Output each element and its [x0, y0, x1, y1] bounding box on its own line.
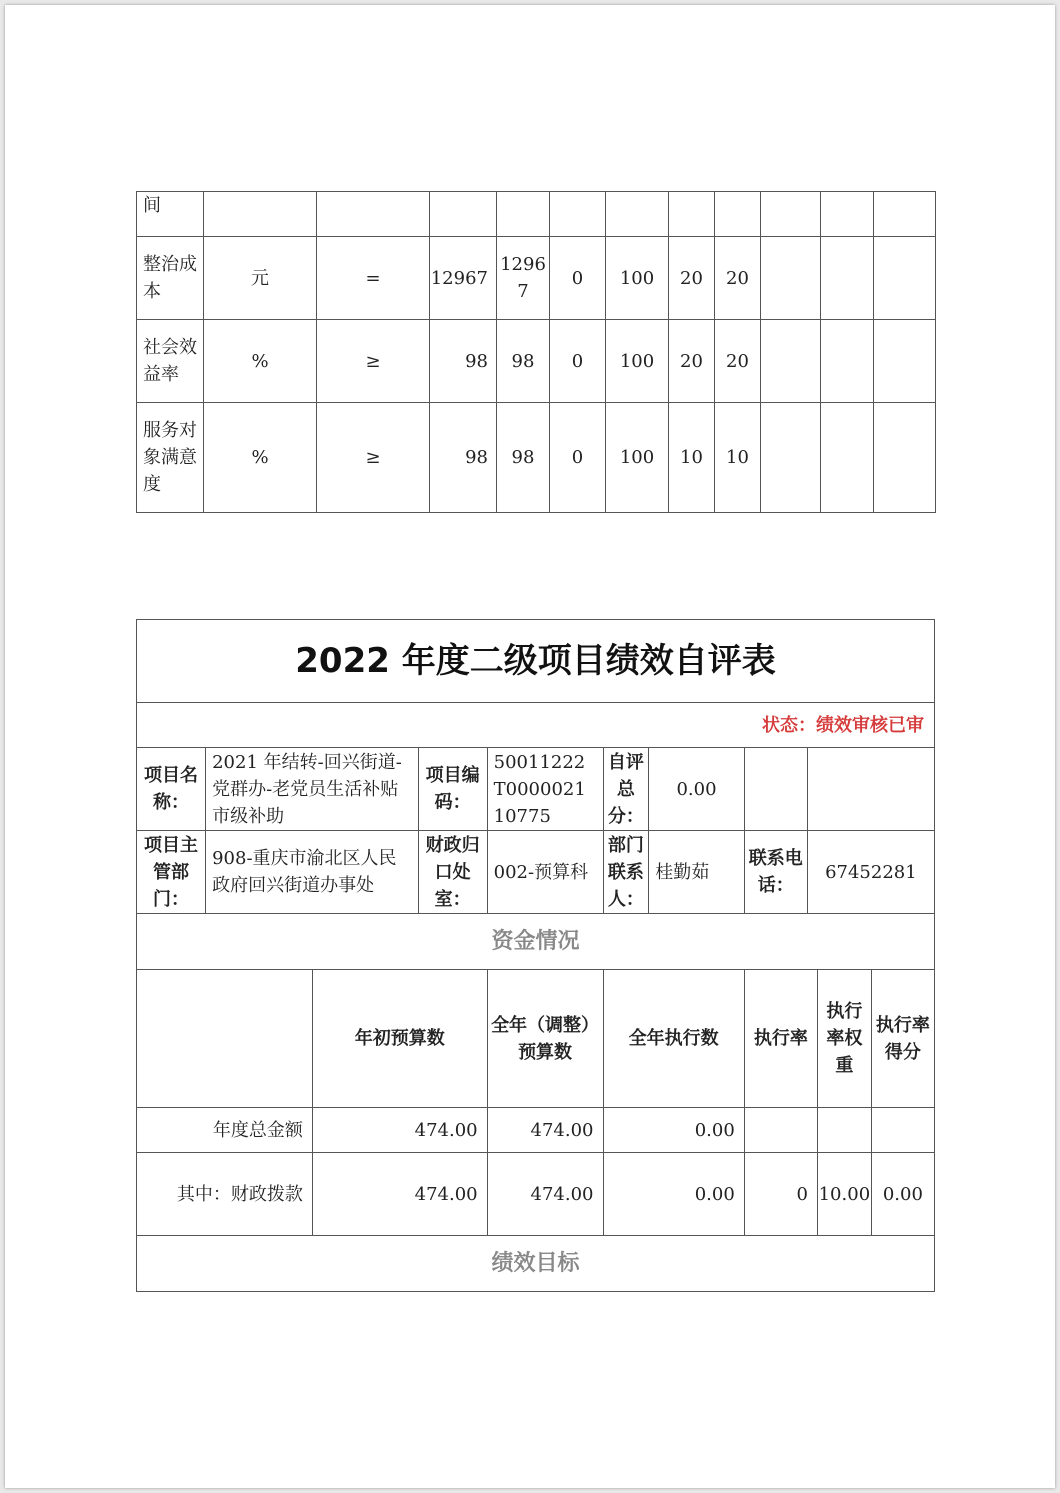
- phone-number: 67452281: [807, 831, 934, 914]
- column-header: 全年（调整）预算数: [487, 970, 603, 1108]
- table-row: [137, 748, 935, 831]
- table-row: [137, 1236, 935, 1292]
- table-row: [137, 703, 935, 748]
- finance-office: 002-预算科: [487, 831, 603, 914]
- adjusted-budget: 474.00: [487, 1153, 603, 1236]
- funds-section-heading: 资金情况: [137, 914, 935, 970]
- project-name-label: 项目名称：: [137, 748, 206, 831]
- indicator-deviation: 0: [550, 320, 606, 403]
- execution-weight: [817, 1108, 871, 1153]
- funds-row-label: 年度总金额: [137, 1108, 313, 1153]
- indicator-score: 10: [715, 403, 761, 513]
- indicator-operator: ≥: [317, 403, 430, 513]
- indicator-weight: 100: [606, 403, 669, 513]
- column-header: 年初预算数: [312, 970, 487, 1108]
- table-row: [137, 320, 936, 403]
- funds-row-label: 其中：财政拨款: [137, 1153, 313, 1236]
- finance-office-label: 财政归口处室：: [418, 831, 487, 914]
- indicator-actual: 12967: [497, 237, 550, 320]
- indicator-unit: %: [204, 320, 317, 403]
- initial-budget: 474.00: [312, 1108, 487, 1153]
- table-row: [137, 970, 935, 1108]
- self-score: 0.00: [649, 748, 745, 831]
- department: 908-重庆市渝北区人民政府回兴街道办事处: [206, 831, 418, 914]
- adjusted-budget: 474.00: [487, 1108, 603, 1153]
- indicator-name: 社会效益率: [137, 320, 204, 403]
- indicator-score: 10: [669, 403, 715, 513]
- table-row: [137, 237, 936, 320]
- row-header-cell: 间: [137, 192, 204, 237]
- performance-self-evaluation-form: [136, 619, 935, 1292]
- indicator-name: 整治成本: [137, 237, 204, 320]
- contact-label: 部门联系人：: [603, 831, 649, 914]
- execution-score: 0.00: [871, 1153, 934, 1236]
- indicator-operator: =: [317, 237, 430, 320]
- contact-person: 桂勤茹: [649, 831, 745, 914]
- execution-rate: 0: [744, 1153, 817, 1236]
- table-row: [137, 914, 935, 970]
- self-score-label: 自评总分：: [603, 748, 649, 831]
- execution-weight: 10.00: [817, 1153, 871, 1236]
- indicator-deviation: 0: [550, 237, 606, 320]
- indicator-actual: 98: [497, 320, 550, 403]
- project-code: 50011222T000002110775: [487, 748, 603, 831]
- column-header: 执行率得分: [871, 970, 934, 1108]
- indicator-actual: 98: [497, 403, 550, 513]
- table-row: [137, 1108, 935, 1153]
- execution-rate: [744, 1108, 817, 1153]
- table-row: [137, 403, 936, 513]
- goals-section-heading: 绩效目标: [137, 1236, 935, 1292]
- indicator-continuation-table: [136, 191, 936, 513]
- indicator-weight: 100: [606, 320, 669, 403]
- project-name: 2021 年结转-回兴街道-党群办-老党员生活补贴市级补助: [206, 748, 418, 831]
- table-row: [137, 620, 935, 703]
- column-header: 执行率权重: [817, 970, 871, 1108]
- indicator-name: 服务对象满意度: [137, 403, 204, 513]
- indicator-score: 20: [669, 237, 715, 320]
- indicator-target: 98: [430, 403, 497, 513]
- executed-amount: 0.00: [603, 1153, 744, 1236]
- indicator-unit: 元: [204, 237, 317, 320]
- indicator-weight: 100: [606, 237, 669, 320]
- table-row: [137, 192, 936, 237]
- indicator-deviation: 0: [550, 403, 606, 513]
- column-header: 执行率: [744, 970, 817, 1108]
- indicator-target: 12967: [430, 237, 497, 320]
- indicator-operator: ≥: [317, 320, 430, 403]
- form-title: 2022 年度二级项目绩效自评表: [137, 620, 935, 703]
- indicator-score: 20: [669, 320, 715, 403]
- execution-score: [871, 1108, 934, 1153]
- document-page: [5, 5, 1055, 1488]
- indicator-score: 20: [715, 237, 761, 320]
- status-badge: 状态：绩效审核已审: [137, 703, 935, 748]
- table-row: [137, 831, 935, 914]
- indicator-score: 20: [715, 320, 761, 403]
- table-row: [137, 1153, 935, 1236]
- project-code-label: 项目编码：: [418, 748, 487, 831]
- indicator-target: 98: [430, 320, 497, 403]
- indicator-unit: %: [204, 403, 317, 513]
- column-header: 全年执行数: [603, 970, 744, 1108]
- phone-label: 联系电话：: [744, 831, 807, 914]
- executed-amount: 0.00: [603, 1108, 744, 1153]
- initial-budget: 474.00: [312, 1153, 487, 1236]
- department-label: 项目主管部门：: [137, 831, 206, 914]
